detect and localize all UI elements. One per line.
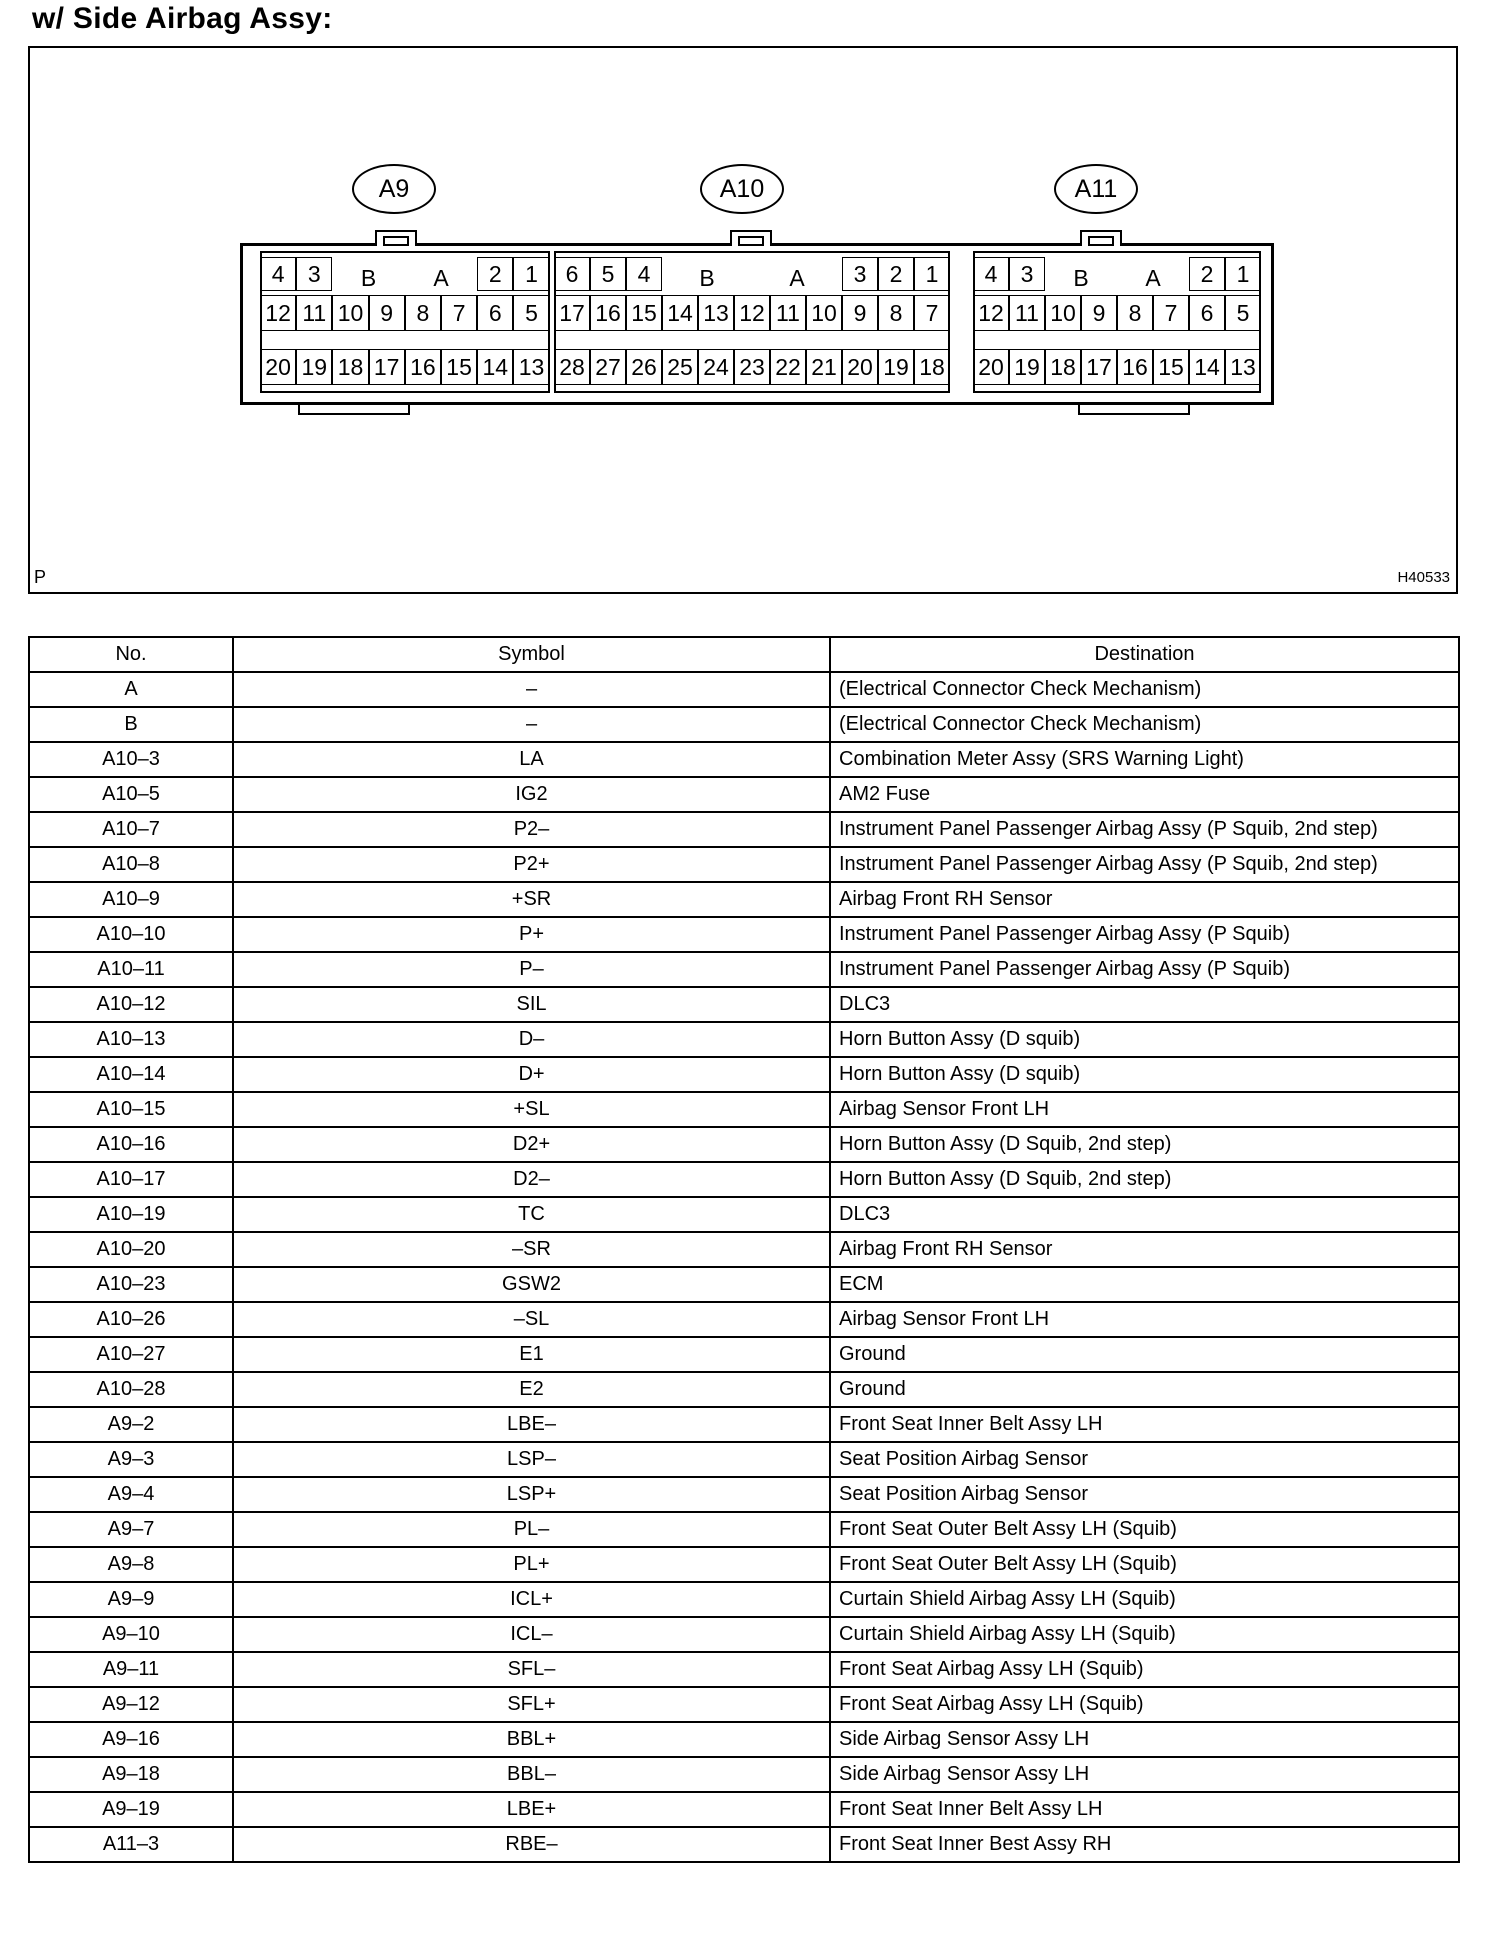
pin-destination: Curtain Shield Airbag Assy LH (Squib) (830, 1617, 1459, 1652)
table-row (29, 1127, 1459, 1162)
pin-cell: 16 (590, 295, 626, 331)
pin-cell: 10 (1045, 295, 1081, 331)
table-row (29, 847, 1459, 882)
pin-cell: 19 (878, 349, 914, 385)
pin-cell: 8 (405, 295, 441, 331)
pin-cell: 28 (554, 349, 590, 385)
pin-symbol: TC (233, 1197, 830, 1232)
pin-cell: 9 (1081, 295, 1117, 331)
pin-cell: 10 (332, 295, 368, 331)
pin-cell: 17 (369, 349, 405, 385)
pin-destination: Airbag Front RH Sensor (830, 1232, 1459, 1267)
pin-symbol: +SR (233, 882, 830, 917)
pin-cell: 19 (1009, 349, 1045, 385)
pin-destination: AM2 Fuse (830, 777, 1459, 812)
pin-cell: 22 (770, 349, 806, 385)
table-row (29, 917, 1459, 952)
pin-cell: 12 (734, 295, 770, 331)
pin-symbol: PL– (233, 1512, 830, 1547)
figure-corner-label: P (34, 567, 47, 587)
table-row (29, 1267, 1459, 1302)
pin-number: A9–3 (29, 1442, 233, 1477)
table-row (29, 1337, 1459, 1372)
pin-symbol: P2+ (233, 847, 830, 882)
pin-cell: 14 (477, 349, 513, 385)
connector-label-a9: A9 (352, 164, 436, 214)
pin-number: A9–12 (29, 1687, 233, 1722)
pin-destination: Instrument Panel Passenger Airbag Assy (P Squib) (830, 917, 1459, 952)
pin-number: A9–18 (29, 1757, 233, 1792)
pin-cell: 6 (477, 295, 513, 331)
pin-symbol: E1 (233, 1337, 830, 1372)
table-row (29, 952, 1459, 987)
pin-cell: 2 (477, 257, 513, 291)
pin-symbol: D– (233, 1022, 830, 1057)
connector-tab (298, 405, 410, 415)
pin-symbol: IG2 (233, 777, 830, 812)
table-row (29, 1092, 1459, 1127)
pin-number: A10–3 (29, 742, 233, 777)
pin-destination: Ground (830, 1337, 1459, 1372)
table-row (29, 742, 1459, 777)
pin-cell: 13 (513, 349, 549, 385)
pin-cell: 4 (260, 257, 296, 291)
table-row (29, 1442, 1459, 1477)
check-mechanism-cell: A (433, 264, 449, 291)
check-mechanism-cell: B (1073, 264, 1089, 291)
pin-destination: Airbag Sensor Front LH (830, 1302, 1459, 1337)
pin-symbol: ICL– (233, 1617, 830, 1652)
pin-symbol: LA (233, 742, 830, 777)
pin-destination: Front Seat Outer Belt Assy LH (Squib) (830, 1512, 1459, 1547)
pin-number: A10–9 (29, 882, 233, 917)
pin-destination: Instrument Panel Passenger Airbag Assy (P Squib, 2nd step) (830, 847, 1459, 882)
pin-cell: 4 (626, 257, 662, 291)
pin-destination: Seat Position Airbag Sensor (830, 1477, 1459, 1512)
pin-destination: Airbag Front RH Sensor (830, 882, 1459, 917)
pin-number: A10–11 (29, 952, 233, 987)
pin-number: A10–16 (29, 1127, 233, 1162)
pin-symbol: LBE– (233, 1407, 830, 1442)
table-row (29, 707, 1459, 742)
pin-symbol: PL+ (233, 1547, 830, 1582)
pin-number: A10–19 (29, 1197, 233, 1232)
pin-symbol: BBL– (233, 1757, 830, 1792)
pin-symbol: P2– (233, 812, 830, 847)
pin-destination: (Electrical Connector Check Mechanism) (830, 707, 1459, 742)
pin-destination: Side Airbag Sensor Assy LH (830, 1757, 1459, 1792)
pin-cell: 23 (734, 349, 770, 385)
connector-tab (1078, 405, 1190, 415)
pin-number: A10–15 (29, 1092, 233, 1127)
table-row (29, 1652, 1459, 1687)
pin-symbol: SFL+ (233, 1687, 830, 1722)
pin-cell: 9 (842, 295, 878, 331)
table-row (29, 1547, 1459, 1582)
pin-destination: DLC3 (830, 1197, 1459, 1232)
table-row (29, 777, 1459, 812)
table-row (29, 1302, 1459, 1337)
pin-destination: Front Seat Inner Best Assy RH (830, 1827, 1459, 1862)
check-mechanism-cell: B (699, 264, 715, 291)
pin-cell: 18 (332, 349, 368, 385)
pin-number: A10–12 (29, 987, 233, 1022)
pin-symbol: ICL+ (233, 1582, 830, 1617)
pin-destination: Ground (830, 1372, 1459, 1407)
pin-symbol: BBL+ (233, 1722, 830, 1757)
pin-number: A10–8 (29, 847, 233, 882)
pin-symbol: SIL (233, 987, 830, 1022)
pin-destination: (Electrical Connector Check Mechanism) (830, 672, 1459, 707)
table-row (29, 1512, 1459, 1547)
header-destination: Destination (830, 637, 1459, 672)
pin-cell: 17 (1081, 349, 1117, 385)
pin-symbol: –SR (233, 1232, 830, 1267)
pin-cell: 6 (1189, 295, 1225, 331)
table-row (29, 672, 1459, 707)
connector-latch-inner (383, 236, 409, 246)
pin-cell: 11 (770, 295, 806, 331)
pin-cell: 18 (1045, 349, 1081, 385)
pin-number: A10–7 (29, 812, 233, 847)
pin-destination: Seat Position Airbag Sensor (830, 1442, 1459, 1477)
pin-cell: 13 (1225, 349, 1261, 385)
pin-cell: 15 (626, 295, 662, 331)
pin-symbol: –SL (233, 1302, 830, 1337)
table-row (29, 1162, 1459, 1197)
pin-number: A9–16 (29, 1722, 233, 1757)
header-symbol: Symbol (233, 637, 830, 672)
connector-label-a10: A10 (700, 164, 784, 214)
pin-cell: 20 (260, 349, 296, 385)
pin-symbol: – (233, 672, 830, 707)
pin-cell: 5 (590, 257, 626, 291)
table-row (29, 1757, 1459, 1792)
pin-cell: 9 (369, 295, 405, 331)
pin-symbol: P+ (233, 917, 830, 952)
table-row (29, 1372, 1459, 1407)
pin-cell: 15 (441, 349, 477, 385)
pin-destination: Horn Button Assy (D squib) (830, 1057, 1459, 1092)
pin-cell: 5 (513, 295, 549, 331)
pin-number: A (29, 672, 233, 707)
pin-destination: Airbag Sensor Front LH (830, 1092, 1459, 1127)
pin-cell: 14 (662, 295, 698, 331)
pin-destination: Instrument Panel Passenger Airbag Assy (P Squib, 2nd step) (830, 812, 1459, 847)
pin-number: A9–2 (29, 1407, 233, 1442)
pin-table (28, 636, 1460, 1863)
pin-destination: Horn Button Assy (D Squib, 2nd step) (830, 1162, 1459, 1197)
pin-cell: 3 (296, 257, 332, 291)
connector-label-a11: A11 (1054, 164, 1138, 214)
pin-cell: 25 (662, 349, 698, 385)
pin-cell: 1 (1225, 257, 1261, 291)
check-mechanism-cell: A (1145, 264, 1161, 291)
pin-destination: Front Seat Airbag Assy LH (Squib) (830, 1652, 1459, 1687)
pin-cell: 18 (914, 349, 950, 385)
pin-destination: Horn Button Assy (D Squib, 2nd step) (830, 1127, 1459, 1162)
pin-cell: 21 (806, 349, 842, 385)
pin-number: B (29, 707, 233, 742)
pin-cell: 13 (698, 295, 734, 331)
pin-number: A10–10 (29, 917, 233, 952)
table-row (29, 1792, 1459, 1827)
pin-symbol: D+ (233, 1057, 830, 1092)
table-row (29, 1232, 1459, 1267)
page-title: w/ Side Airbag Assy: (32, 2, 333, 35)
check-mechanism-cell: A (789, 264, 805, 291)
pin-destination: Front Seat Outer Belt Assy LH (Squib) (830, 1547, 1459, 1582)
pin-number: A10–5 (29, 777, 233, 812)
pin-cell: 16 (1117, 349, 1153, 385)
pin-symbol: +SL (233, 1092, 830, 1127)
pin-cell: 3 (1009, 257, 1045, 291)
pin-number: A11–3 (29, 1827, 233, 1862)
pin-number: A9–9 (29, 1582, 233, 1617)
pin-symbol: RBE– (233, 1827, 830, 1862)
table-row (29, 812, 1459, 847)
pin-cell: 11 (1009, 295, 1045, 331)
pin-cell: 4 (973, 257, 1009, 291)
pin-cell: 16 (405, 349, 441, 385)
pin-cell: 12 (973, 295, 1009, 331)
table-header-row (29, 637, 1459, 672)
pin-cell: 15 (1153, 349, 1189, 385)
table-row (29, 1197, 1459, 1232)
pin-cell: 10 (806, 295, 842, 331)
pin-destination: Side Airbag Sensor Assy LH (830, 1722, 1459, 1757)
pin-cell: 24 (698, 349, 734, 385)
connector-latch-inner (738, 236, 764, 246)
pin-number: A9–8 (29, 1547, 233, 1582)
pin-symbol: D2+ (233, 1127, 830, 1162)
pin-symbol: – (233, 707, 830, 742)
pin-cell: 19 (296, 349, 332, 385)
pin-destination: Combination Meter Assy (SRS Warning Light) (830, 742, 1459, 777)
pin-symbol: SFL– (233, 1652, 830, 1687)
pin-symbol: LSP– (233, 1442, 830, 1477)
table-row (29, 1057, 1459, 1092)
connector-figure (28, 46, 1458, 594)
pin-cell: 6 (554, 257, 590, 291)
table-row (29, 987, 1459, 1022)
pin-cell: 17 (554, 295, 590, 331)
pin-cell: 7 (441, 295, 477, 331)
pin-number: A9–19 (29, 1792, 233, 1827)
pin-number: A9–10 (29, 1617, 233, 1652)
connector-latch-inner (1088, 236, 1114, 246)
pin-destination: Horn Button Assy (D squib) (830, 1022, 1459, 1057)
pin-cell: 12 (260, 295, 296, 331)
pin-symbol: LBE+ (233, 1792, 830, 1827)
pin-destination: ECM (830, 1267, 1459, 1302)
pin-cell: 1 (914, 257, 950, 291)
table-row (29, 1617, 1459, 1652)
pin-cell: 8 (1117, 295, 1153, 331)
pin-symbol: E2 (233, 1372, 830, 1407)
pin-cell: 1 (513, 257, 549, 291)
pin-cell: 11 (296, 295, 332, 331)
pin-cell: 20 (842, 349, 878, 385)
pin-symbol: LSP+ (233, 1477, 830, 1512)
pin-destination: Instrument Panel Passenger Airbag Assy (P Squib) (830, 952, 1459, 987)
pin-cell: 2 (878, 257, 914, 291)
pin-cell: 7 (914, 295, 950, 331)
table-row (29, 1687, 1459, 1722)
pin-cell: 3 (842, 257, 878, 291)
pin-cell: 26 (626, 349, 662, 385)
pin-destination: Front Seat Airbag Assy LH (Squib) (830, 1687, 1459, 1722)
pin-cell: 7 (1153, 295, 1189, 331)
pin-cell: 8 (878, 295, 914, 331)
pin-cell: 27 (590, 349, 626, 385)
table-row (29, 882, 1459, 917)
pin-number: A10–26 (29, 1302, 233, 1337)
pin-number: A10–20 (29, 1232, 233, 1267)
pin-destination: Front Seat Inner Belt Assy LH (830, 1792, 1459, 1827)
pin-number: A9–4 (29, 1477, 233, 1512)
pin-number: A10–28 (29, 1372, 233, 1407)
pin-symbol: D2– (233, 1162, 830, 1197)
table-row (29, 1827, 1459, 1862)
pin-number: A10–17 (29, 1162, 233, 1197)
pin-number: A10–23 (29, 1267, 233, 1302)
pin-destination: Curtain Shield Airbag Assy LH (Squib) (830, 1582, 1459, 1617)
figure-code: H40533 (1397, 569, 1450, 586)
pin-number: A10–13 (29, 1022, 233, 1057)
table-row (29, 1022, 1459, 1057)
pin-number: A10–14 (29, 1057, 233, 1092)
check-mechanism-cell: B (360, 264, 377, 291)
pin-symbol: GSW2 (233, 1267, 830, 1302)
pin-cell: 2 (1189, 257, 1225, 291)
pin-destination: DLC3 (830, 987, 1459, 1022)
header-no: No. (29, 637, 233, 672)
pin-number: A9–11 (29, 1652, 233, 1687)
table-row (29, 1582, 1459, 1617)
pin-number: A10–27 (29, 1337, 233, 1372)
pin-cell: 20 (973, 349, 1009, 385)
table-row (29, 1407, 1459, 1442)
pin-number: A9–7 (29, 1512, 233, 1547)
pin-symbol: P– (233, 952, 830, 987)
table-row (29, 1722, 1459, 1757)
table-row (29, 1477, 1459, 1512)
pin-cell: 14 (1189, 349, 1225, 385)
pin-destination: Front Seat Inner Belt Assy LH (830, 1407, 1459, 1442)
pin-cell: 5 (1225, 295, 1261, 331)
